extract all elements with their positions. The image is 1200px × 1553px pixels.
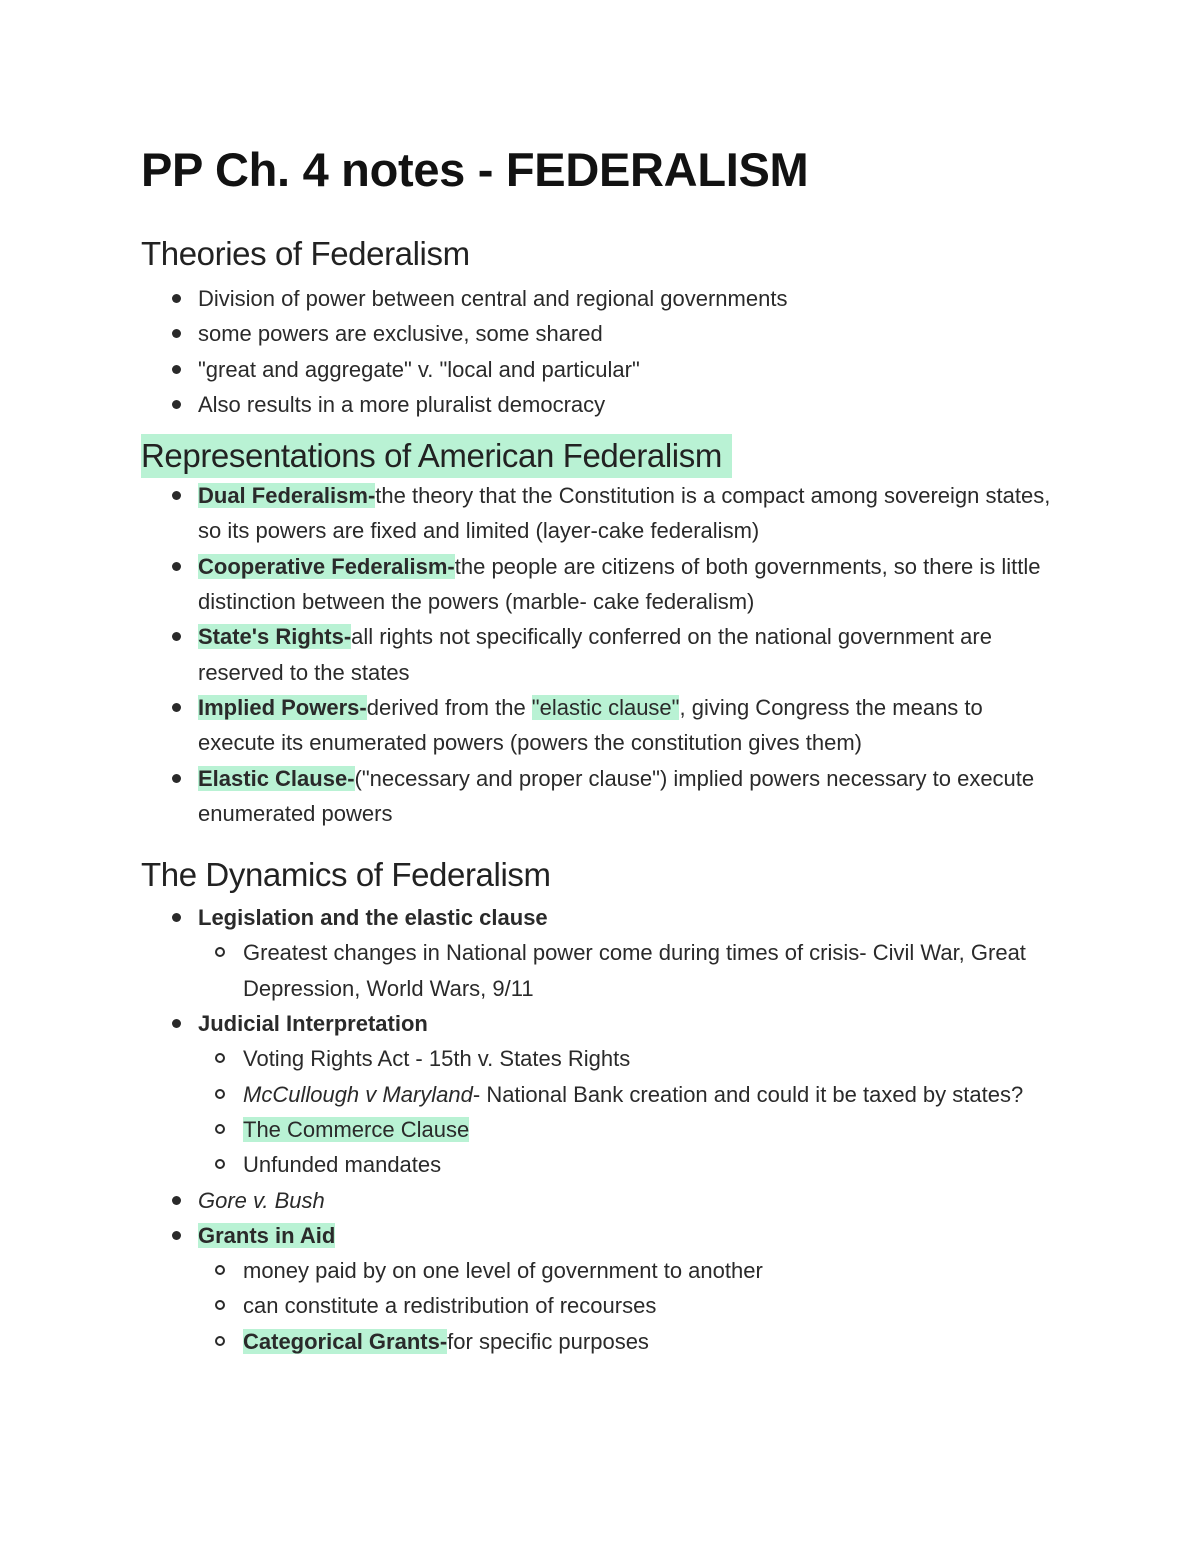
dynamics-list [141,900,1061,1359]
theories-list [141,281,1061,422]
sub-list-item: Voting Rights Act - 15th v. States Rights [198,1041,1061,1076]
sub-list-item [198,1324,1061,1359]
definition: the theory that the Constitution is a compact among sovereign states, so its powers are fixed and limited (layer-cake federalism) [198,483,1051,544]
item-label: Judicial Interpretation [198,1011,428,1037]
case-name: Gore v. Bush [198,1187,325,1213]
section-heading-representations: Representations of American Federalism [141,434,732,478]
list-item-cooperative-federalism [141,549,1061,620]
sub-list [198,935,1061,1006]
definition-start: derived from the [366,694,532,720]
term: Dual Federalism- [198,483,376,509]
sub-list [198,1253,1061,1359]
definition: the people are citizens of both governments, so there is little distinction between the powers (marble- cake federalism) [198,553,1041,615]
notes-page [141,140,1061,1359]
list-item-implied-powers [141,690,1061,761]
definition: ("necessary and proper clause") implied powers necessary to execute enumerated powers [198,765,1035,826]
definition-end: , giving Congress the means to execute its enumerated powers (powers the constitution gives them) [198,694,983,756]
case-name: McCullough v Maryland [243,1081,473,1107]
sub-list [198,1041,1061,1182]
list-item-grants-in-aid [141,1218,1061,1359]
list-item: "great and aggregate" v. "local and particular" [141,352,1061,387]
term: Implied Powers- [198,694,367,720]
sub-list-item: Unfunded mandates [198,1147,1061,1182]
list-item-gore-v-bush [141,1183,1061,1218]
item-label: Legislation and the elastic clause [198,905,548,931]
highlighted-phrase: The Commerce Clause [243,1116,470,1142]
list-item-elastic-clause [141,761,1061,832]
section-heading-dynamics: The Dynamics of Federalism [141,856,551,894]
sub-list-item: can constitute a redistribution of recourses [198,1288,1061,1323]
list-item: Also results in a more pluralist democracy [141,387,1061,422]
list-item-judicial [141,1006,1061,1182]
term: Cooperative Federalism- [198,553,455,579]
item-label: Grants in Aid [198,1222,336,1248]
list-item-dual-federalism [141,478,1061,549]
representations-list [141,478,1061,831]
highlighted-phrase: "elastic clause" [531,694,680,720]
sub-list-item: money paid by on one level of government to another [198,1253,1061,1288]
list-item-legislation [141,900,1061,1006]
sub-list-item: Greatest changes in National power come during times of crisis- Civil War, Great Depression, World Wars, 9/11 [198,935,1061,1006]
term: Categorical Grants- [243,1328,448,1354]
sub-list-item [198,1112,1061,1147]
definition: all rights not specifically conferred on the national government are reserved to the states [198,624,992,685]
sub-list-item: McCullough v Maryland- National Bank creation and could it be taxed by states? [198,1077,1061,1112]
list-item: some powers are exclusive, some shared [141,316,1061,351]
list-item: Division of power between central and regional governments [141,281,1061,316]
definition: for specific purposes [447,1328,649,1354]
list-item-states-rights [141,619,1061,690]
page-title: PP Ch. 4 notes - FEDERALISM [141,143,809,196]
section-heading-theories: Theories of Federalism [141,235,470,272]
term: Elastic Clause- [198,765,355,791]
term: State's Rights- [198,624,352,650]
